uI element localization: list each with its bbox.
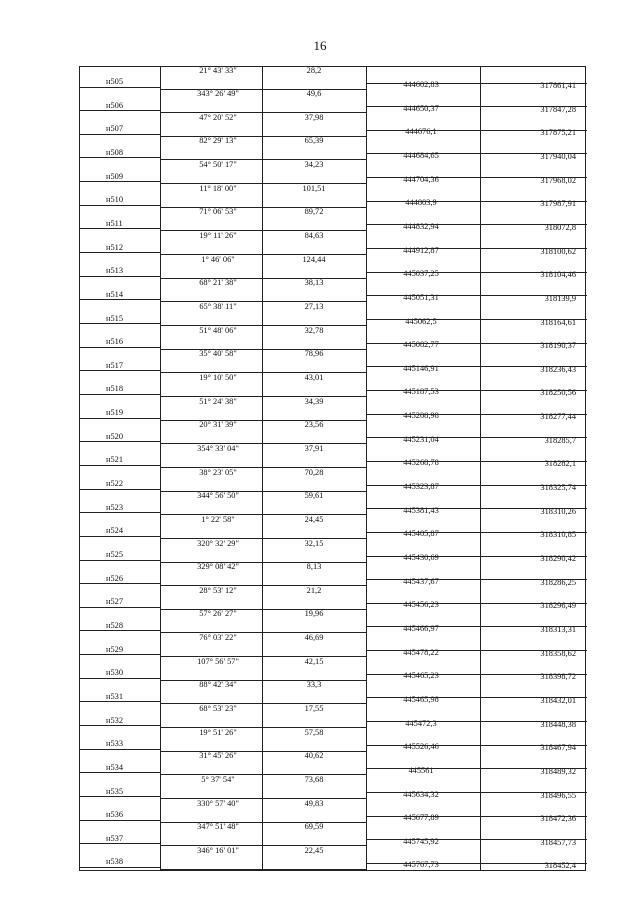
point-y: 318290,42 — [540, 554, 576, 563]
row-rule — [366, 556, 587, 557]
segment-angle: 19° 51' 26" — [199, 727, 237, 737]
point-x: 445231,04 — [403, 434, 439, 444]
row-rule — [160, 491, 366, 492]
segment-angle: 19° 10' 50" — [199, 372, 237, 382]
row-rule — [366, 745, 587, 746]
segment-angle: 344° 56' 50" — [197, 491, 239, 501]
row-rule — [80, 843, 160, 844]
point-y: 317987,91 — [540, 199, 576, 209]
row-rule — [160, 538, 366, 539]
row-rule — [366, 366, 587, 367]
row-rule — [366, 650, 587, 651]
point-name: н536 — [106, 810, 124, 820]
point-name: н507 — [106, 124, 124, 134]
segment-distance: 101,51 — [302, 183, 326, 193]
segment-distance: 37,98 — [304, 112, 324, 122]
point-y: 318448,38 — [540, 719, 576, 729]
segment-angle: 38° 23' 05" — [199, 467, 237, 477]
point-y: 318325,74 — [540, 483, 576, 493]
point-name: н514 — [106, 289, 124, 299]
segment-distance: 37,91 — [304, 443, 324, 453]
point-name: н511 — [106, 218, 123, 228]
segment-distance: 28,2 — [306, 65, 322, 75]
point-x: 445082,77 — [403, 340, 439, 350]
point-y: 318496,55 — [540, 790, 576, 800]
row-rule — [80, 607, 160, 608]
row-rule — [366, 414, 587, 415]
point-y: 318236,43 — [540, 364, 576, 374]
segment-angle: 54° 50' 17" — [199, 160, 237, 170]
point-x: 445767,73 — [403, 860, 439, 870]
segment-angle: 51° 24' 38" — [199, 396, 237, 406]
row-rule — [160, 632, 366, 633]
segment-distance: 57,58 — [304, 727, 324, 737]
point-x: 444704,36 — [403, 174, 439, 184]
segment-distance: 49,6 — [306, 89, 322, 99]
row-rule — [160, 396, 366, 397]
point-y: 318432,01 — [540, 695, 576, 705]
segment-distance: 78,96 — [304, 349, 324, 359]
segment-angle: 346° 16' 01" — [197, 845, 239, 855]
row-rule — [366, 83, 587, 84]
point-name: н532 — [106, 715, 124, 725]
row-rule — [366, 295, 587, 296]
point-x: 444684,65 — [403, 150, 439, 160]
row-rule — [80, 465, 160, 466]
point-y: 318164,61 — [540, 317, 576, 327]
row-rule — [366, 343, 587, 344]
point-x: 445478,22 — [403, 647, 439, 657]
point-y: 318296,49 — [540, 601, 576, 611]
point-x: 445472,3 — [405, 718, 437, 728]
point-x: 445456,23 — [403, 600, 439, 610]
row-rule — [160, 443, 366, 444]
row-rule — [366, 816, 587, 817]
point-name: н538 — [106, 857, 124, 867]
point-x: 445405,87 — [403, 529, 439, 539]
segment-angle: 329° 08' 42" — [197, 562, 239, 572]
row-rule — [160, 89, 366, 90]
point-y: 318467,94 — [540, 743, 576, 753]
row-rule — [80, 134, 160, 135]
segment-angle: 330° 57' 40" — [197, 798, 239, 808]
row-rule — [80, 820, 160, 821]
segment-distance: 89,72 — [304, 207, 324, 217]
segment-angle: 343° 26' 49" — [197, 89, 239, 99]
row-rule — [160, 159, 366, 160]
point-x: 444832,94 — [403, 221, 439, 231]
point-x: 444912,87 — [403, 245, 439, 255]
point-x: 445634,32 — [403, 789, 439, 799]
row-rule — [160, 727, 366, 728]
point-y: 317875,21 — [540, 128, 576, 138]
segment-distance: 40,62 — [304, 751, 324, 761]
point-y: 318310,26 — [540, 506, 576, 516]
row-rule — [366, 248, 587, 249]
row-rule — [160, 112, 366, 113]
point-x: 445745,92 — [403, 836, 439, 846]
segment-distance: 19,96 — [304, 609, 324, 619]
point-name: н537 — [106, 833, 124, 843]
segment-distance: 8,13 — [306, 562, 322, 572]
row-rule — [366, 177, 587, 178]
point-y: 318277,44 — [540, 412, 576, 422]
segment-angle: 57° 26' 27" — [199, 609, 237, 619]
point-name: н515 — [106, 313, 124, 323]
row-rule — [160, 325, 366, 326]
point-name: н524 — [106, 526, 124, 536]
point-name: н519 — [106, 408, 124, 418]
segment-angle: 320° 32' 29" — [197, 538, 239, 548]
row-rule — [160, 278, 366, 279]
segment-angle: 76° 03' 22" — [199, 633, 237, 643]
point-name: н527 — [106, 597, 124, 607]
row-rule — [366, 485, 587, 486]
row-rule — [366, 201, 587, 202]
row-rule — [80, 796, 160, 797]
point-x: 445323,87 — [403, 482, 439, 492]
row-rule — [366, 626, 587, 627]
row-rule — [80, 87, 160, 88]
row-rule — [80, 252, 160, 253]
segment-angle: 1° 46' 06" — [201, 254, 235, 264]
row-rule — [160, 207, 366, 208]
row-rule — [160, 680, 366, 681]
point-x: 445677,89 — [403, 813, 439, 823]
row-rule — [366, 224, 587, 225]
segment-distance: 73,68 — [304, 775, 324, 784]
row-rule — [80, 370, 160, 371]
point-y: 318072,8 — [544, 222, 576, 232]
column-divider — [160, 67, 161, 870]
point-name: н517 — [106, 360, 124, 370]
point-y: 318250,56 — [540, 388, 576, 398]
point-name: н522 — [106, 479, 124, 489]
point-name: н513 — [106, 266, 124, 276]
segment-distance: 42,15 — [304, 656, 324, 666]
row-rule — [160, 703, 366, 704]
row-rule — [160, 136, 366, 137]
point-name: н530 — [106, 668, 124, 678]
row-rule — [366, 461, 587, 462]
row-rule — [80, 181, 160, 182]
point-y: 317940,04 — [540, 151, 576, 161]
row-rule — [80, 583, 160, 584]
row-rule — [366, 768, 587, 769]
point-y: 318457,73 — [540, 837, 576, 847]
point-y: 318398,72 — [540, 672, 576, 682]
row-rule — [80, 630, 160, 631]
point-name: н506 — [106, 100, 124, 110]
row-rule — [366, 153, 587, 154]
row-rule — [160, 514, 366, 515]
segment-distance: 49,83 — [304, 798, 324, 808]
row-rule — [366, 272, 587, 273]
row-rule — [160, 562, 366, 563]
segment-angle: 28° 53' 12" — [199, 585, 237, 595]
point-x: 444803,9 — [405, 198, 437, 208]
segment-angle: 71° 06' 53" — [199, 207, 237, 217]
row-rule — [160, 420, 366, 421]
point-y: 318190,37 — [540, 341, 576, 351]
point-x: 445062,5 — [405, 316, 437, 326]
segment-distance: 33,3 — [306, 680, 322, 690]
point-name: н526 — [106, 573, 124, 583]
segment-angle: 88° 42' 34" — [199, 680, 237, 690]
row-rule — [80, 512, 160, 513]
point-x: 445466,97 — [403, 623, 439, 633]
point-name: н505 — [106, 77, 124, 86]
segment-angle: 354° 33' 04" — [197, 443, 239, 453]
point-x: 445208,98 — [403, 411, 439, 421]
segment-angle: 68° 21' 38" — [199, 278, 237, 288]
point-y: 318285,7 — [544, 435, 576, 445]
segment-angle: 31° 45' 26" — [199, 751, 237, 761]
point-y: 317847,28 — [540, 104, 576, 114]
point-x: 445268,78 — [403, 458, 439, 468]
row-rule — [366, 437, 587, 438]
point-x: 445561 — [408, 765, 434, 775]
segment-distance: 21,2 — [306, 585, 322, 595]
point-name: н510 — [106, 195, 124, 205]
point-y: 318452,4 — [544, 861, 576, 871]
segment-distance: 65,39 — [304, 136, 324, 146]
point-y: 318310,85 — [540, 530, 576, 540]
segment-angle: 65° 38' 11" — [199, 302, 237, 311]
row-rule — [366, 721, 587, 722]
page-number: 16 — [313, 38, 327, 53]
segment-distance: 38,13 — [304, 278, 324, 288]
row-rule — [366, 532, 587, 533]
point-name: н518 — [106, 384, 124, 394]
point-y: 317968,02 — [540, 175, 576, 185]
segment-angle: 19° 11' 26" — [199, 231, 237, 241]
row-rule — [80, 560, 160, 561]
row-rule — [366, 697, 587, 698]
row-rule — [80, 347, 160, 348]
row-rule — [160, 774, 366, 775]
segment-angle: 47° 20' 52" — [199, 112, 237, 122]
segment-distance: 124,44 — [302, 254, 326, 264]
row-rule — [80, 228, 160, 229]
point-name: н529 — [106, 644, 124, 654]
row-rule — [80, 441, 160, 442]
point-name: н525 — [106, 550, 124, 559]
row-rule — [366, 106, 587, 107]
row-rule — [80, 772, 160, 773]
point-x: 445430,69 — [403, 553, 439, 562]
point-x: 445037,25 — [403, 269, 439, 279]
row-rule — [80, 299, 160, 300]
point-y: 318358,62 — [540, 648, 576, 658]
point-x: 445051,31 — [403, 292, 439, 302]
point-y: 318100,62 — [540, 246, 576, 256]
row-rule — [80, 394, 160, 395]
point-name: н516 — [106, 337, 124, 347]
point-name: н533 — [106, 739, 124, 749]
point-name: н521 — [106, 455, 124, 465]
row-rule — [366, 319, 587, 320]
row-rule — [160, 585, 366, 586]
row-rule — [160, 467, 366, 468]
row-rule — [80, 205, 160, 206]
point-y: 318139,9 — [544, 293, 576, 303]
point-x: 445437,67 — [403, 576, 439, 586]
row-rule — [160, 609, 366, 610]
point-name: н528 — [106, 620, 124, 630]
segment-angle: 11° 18' 00" — [199, 183, 237, 193]
segment-distance: 23,56 — [304, 420, 324, 430]
point-y: 318104,46 — [540, 270, 576, 280]
segment-distance: 24,45 — [304, 514, 324, 524]
row-rule — [80, 323, 160, 324]
row-rule — [160, 798, 366, 799]
point-x: 445381,43 — [403, 505, 439, 515]
row-rule — [366, 579, 587, 580]
row-rule — [160, 751, 366, 752]
row-rule — [80, 654, 160, 655]
row-rule — [160, 230, 366, 231]
segment-angle: 35° 40' 58" — [199, 349, 237, 359]
row-rule — [366, 863, 587, 864]
point-x: 445526,46 — [403, 742, 439, 752]
row-rule — [80, 276, 160, 277]
row-rule — [160, 349, 366, 350]
segment-distance: 17,55 — [304, 704, 324, 714]
row-rule — [160, 301, 366, 302]
point-y: 318286,25 — [540, 577, 576, 587]
row-rule — [366, 390, 587, 391]
row-rule — [160, 845, 366, 846]
row-rule — [366, 839, 587, 840]
row-rule — [80, 867, 160, 868]
row-rule — [80, 749, 160, 750]
row-rule — [366, 603, 587, 604]
point-name: н508 — [106, 147, 124, 157]
segment-angle: 82° 29' 13" — [199, 136, 237, 146]
segment-distance: 22,45 — [304, 845, 324, 855]
row-rule — [160, 656, 366, 657]
row-rule — [80, 536, 160, 537]
point-y: 318313,31 — [540, 624, 576, 634]
segment-angle: 107° 56' 57" — [197, 656, 239, 666]
survey-table — [79, 66, 586, 871]
row-rule — [366, 130, 587, 131]
segment-distance: 43,01 — [304, 372, 324, 382]
row-rule — [80, 678, 160, 679]
segment-distance: 69,59 — [304, 822, 324, 832]
segment-angle: 51° 48' 06" — [199, 325, 237, 335]
row-rule — [366, 792, 587, 793]
segment-distance: 59,61 — [304, 491, 324, 501]
point-name: н534 — [106, 762, 124, 772]
point-name: н523 — [106, 502, 124, 512]
point-x: 445465,23 — [403, 671, 439, 681]
point-name: н535 — [106, 786, 124, 796]
segment-angle: 21° 43' 33" — [199, 65, 237, 75]
row-rule — [80, 110, 160, 111]
segment-distance: 70,28 — [304, 467, 324, 477]
point-x: 444676,1 — [405, 127, 437, 137]
segment-distance: 34,39 — [304, 396, 324, 406]
point-name: н512 — [106, 242, 124, 252]
point-x: 445465,98 — [403, 694, 439, 704]
point-name: н520 — [106, 431, 124, 441]
column-divider — [366, 67, 367, 870]
point-y: 317861,41 — [540, 81, 576, 90]
segment-angle: 5° 37' 54" — [201, 775, 235, 784]
point-x: 445187,53 — [403, 387, 439, 397]
row-rule — [80, 725, 160, 726]
segment-angle: 20° 31' 39" — [199, 420, 237, 430]
segment-distance: 27,13 — [304, 302, 324, 311]
point-y: 318472,36 — [540, 814, 576, 824]
point-name: н531 — [106, 691, 124, 701]
row-rule — [80, 489, 160, 490]
row-rule — [160, 869, 366, 870]
point-y: 318489,32 — [540, 766, 576, 776]
point-y: 318282,1 — [544, 459, 576, 469]
row-rule — [80, 701, 160, 702]
point-x: 444602,83 — [403, 80, 439, 89]
row-rule — [160, 254, 366, 255]
point-x: 445146,91 — [403, 363, 439, 373]
segment-angle: 68° 53' 23" — [199, 704, 237, 714]
segment-distance: 32,78 — [304, 325, 324, 335]
row-rule — [80, 418, 160, 419]
segment-angle: 347° 51' 48" — [197, 822, 239, 832]
segment-distance: 34,23 — [304, 160, 324, 170]
segment-distance: 84,63 — [304, 231, 324, 241]
segment-distance: 32,15 — [304, 538, 324, 548]
segment-angle: 1° 22' 58" — [201, 514, 235, 524]
point-x: 444650,37 — [403, 103, 439, 113]
row-rule — [366, 674, 587, 675]
row-rule — [160, 183, 366, 184]
row-rule — [160, 372, 366, 373]
row-rule — [366, 508, 587, 509]
row-rule — [80, 157, 160, 158]
row-rule — [160, 822, 366, 823]
point-name: н509 — [106, 171, 124, 181]
segment-distance: 46,69 — [304, 633, 324, 643]
